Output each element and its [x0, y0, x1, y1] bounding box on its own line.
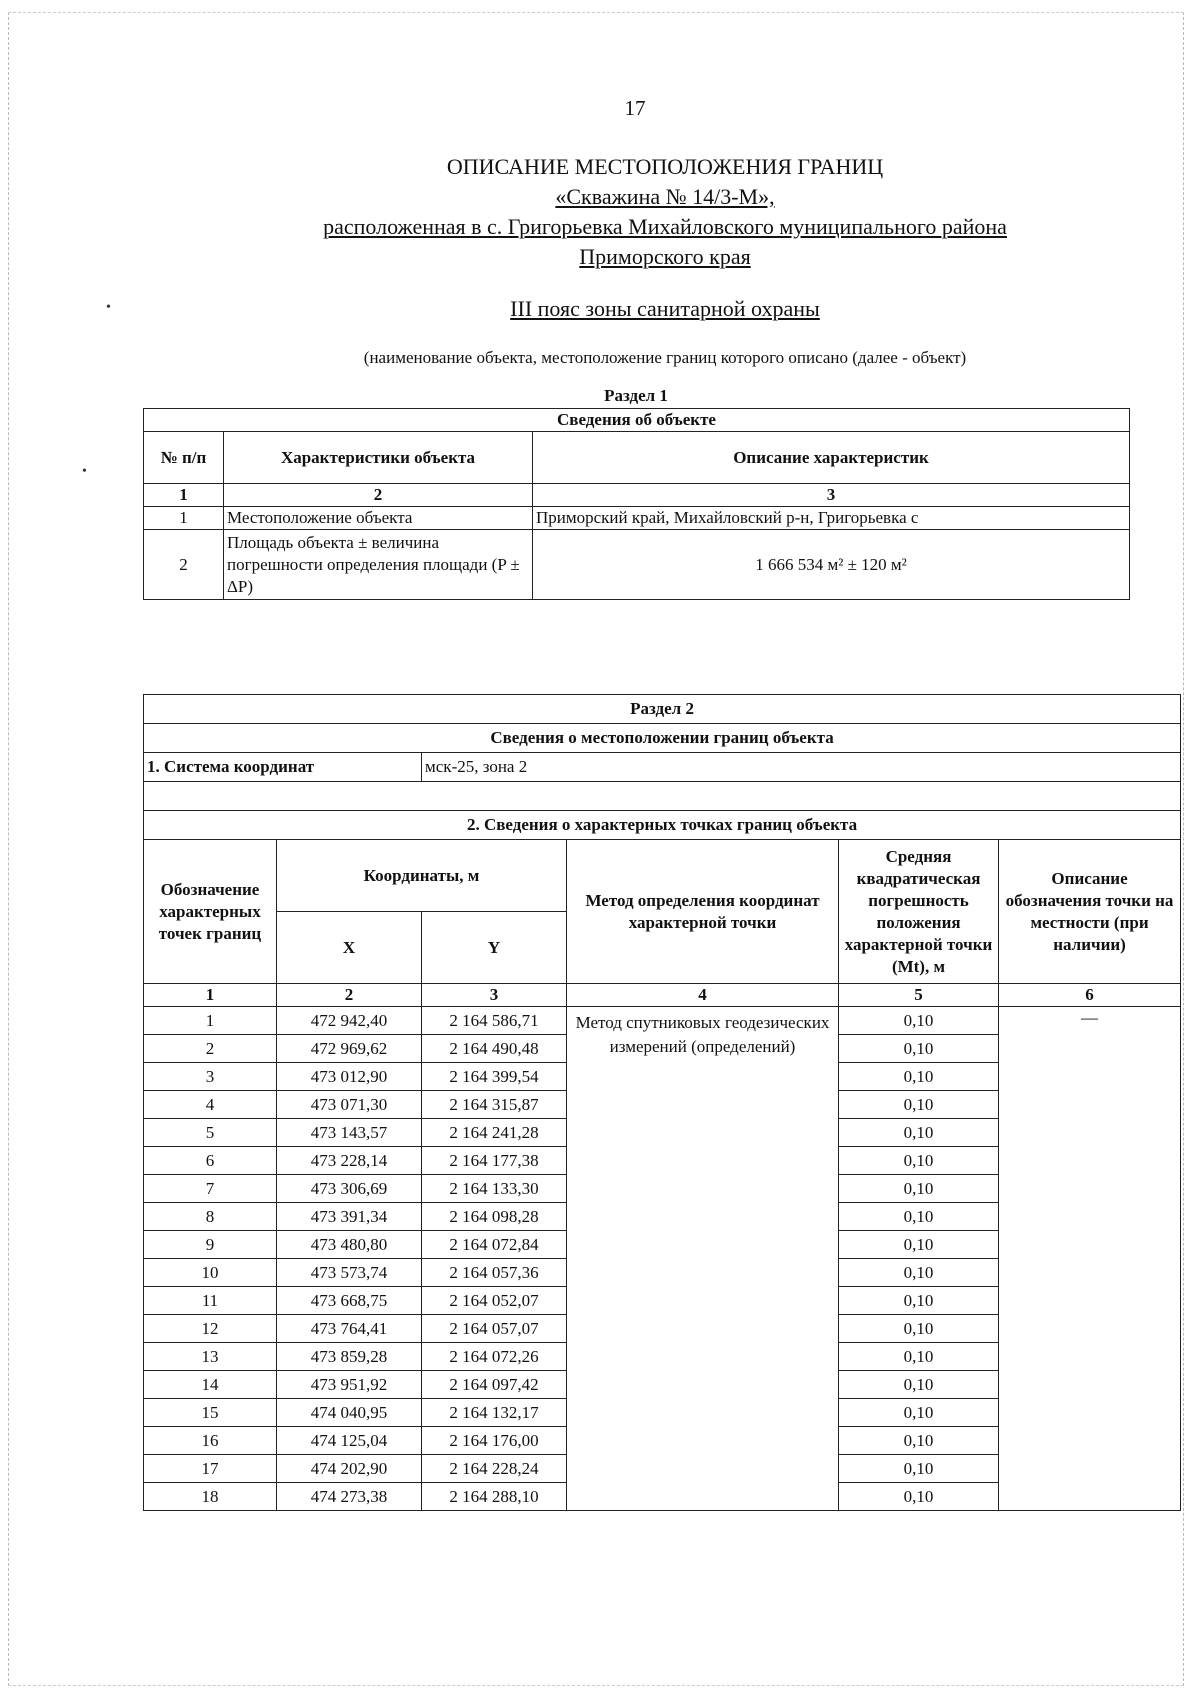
point-accuracy: 0,10 [839, 1287, 999, 1315]
row-value: 1 666 534 м² ± 120 м² [533, 530, 1130, 600]
col-number: 1 [144, 984, 277, 1007]
scan-dot: • [82, 464, 87, 479]
point-x: 474 273,38 [277, 1483, 422, 1511]
point-accuracy: 0,10 [839, 1483, 999, 1511]
table-row [144, 1007, 1181, 1035]
point-x: 473 573,74 [277, 1259, 422, 1287]
table-row [144, 507, 1130, 530]
point-number: 2 [144, 1035, 277, 1063]
point-accuracy: 0,10 [839, 1315, 999, 1343]
section2-heading: Сведения о местоположении границ объекта [144, 724, 1181, 753]
section1-heading: Сведения об объекте [144, 409, 1130, 432]
point-accuracy: 0,10 [839, 1091, 999, 1119]
row-name: Местоположение объекта [224, 507, 533, 530]
row-num: 2 [144, 530, 224, 600]
point-number: 3 [144, 1063, 277, 1091]
point-x: 473 012,90 [277, 1063, 422, 1091]
col-number: 5 [839, 984, 999, 1007]
crs-label: 1. Система координат [144, 753, 422, 782]
point-number: 17 [144, 1455, 277, 1483]
col-header-description: Описание характеристик [533, 432, 1130, 484]
point-x: 473 143,57 [277, 1119, 422, 1147]
header-designation: Обозначение характерных точек границ [144, 840, 277, 984]
point-accuracy: 0,10 [839, 1399, 999, 1427]
col-number: 4 [567, 984, 839, 1007]
col-number: 6 [999, 984, 1181, 1007]
section2-caption: Раздел 2 [144, 695, 1181, 724]
point-accuracy: 0,10 [839, 1203, 999, 1231]
point-y: 2 164 057,07 [422, 1315, 567, 1343]
point-x: 472 942,40 [277, 1007, 422, 1035]
point-x: 473 859,28 [277, 1343, 422, 1371]
point-y: 2 164 098,28 [422, 1203, 567, 1231]
header-description: Описание обозначения точки на местности (при наличии) [999, 840, 1181, 984]
point-x: 474 202,90 [277, 1455, 422, 1483]
header-accuracy: Средняя квадратическая погрешность положения характерной точки (Mt), м [839, 840, 999, 984]
col-header-characteristic: Характеристики объекта [224, 432, 533, 484]
point-x: 473 306,69 [277, 1175, 422, 1203]
point-y: 2 164 288,10 [422, 1483, 567, 1511]
point-method: Метод спутниковых геодезических измерений (определений) [567, 1007, 839, 1511]
header-method: Метод определения координат характерной точки [567, 840, 839, 984]
crs-value: мск-25, зона 2 [422, 753, 1181, 782]
table-row [144, 530, 1130, 600]
point-number: 11 [144, 1287, 277, 1315]
zone-title: III пояс зоны санитарной охраны [510, 296, 820, 321]
row-name: Площадь объекта ± величина погрешности определения площади (P ± ΔP) [224, 530, 533, 600]
empty-row [144, 782, 1181, 811]
section1-caption: Раздел 1 [604, 386, 668, 405]
title-line-2: «Скважина № 14/3-М», [555, 184, 775, 209]
point-number: 1 [144, 1007, 277, 1035]
point-accuracy: 0,10 [839, 1175, 999, 1203]
point-x: 473 391,34 [277, 1203, 422, 1231]
col-number: 3 [422, 984, 567, 1007]
point-accuracy: 0,10 [839, 1035, 999, 1063]
point-x: 473 951,92 [277, 1371, 422, 1399]
point-y: 2 164 241,28 [422, 1119, 567, 1147]
scan-dot: • [106, 300, 111, 315]
point-y: 2 164 072,26 [422, 1343, 567, 1371]
section1-table [143, 408, 1130, 600]
col-number: 2 [224, 484, 533, 507]
point-x: 473 764,41 [277, 1315, 422, 1343]
point-accuracy: 0,10 [839, 1147, 999, 1175]
document-title [140, 152, 1190, 272]
point-x: 473 228,14 [277, 1147, 422, 1175]
point-accuracy: 0,10 [839, 1259, 999, 1287]
point-x: 474 125,04 [277, 1427, 422, 1455]
point-number: 13 [144, 1343, 277, 1371]
point-accuracy: 0,10 [839, 1343, 999, 1371]
section2-table [143, 694, 1181, 1511]
col-header-num: № п/п [144, 432, 224, 484]
point-y: 2 164 097,42 [422, 1371, 567, 1399]
point-y: 2 164 228,24 [422, 1455, 567, 1483]
page-number: 17 [624, 96, 646, 120]
point-x: 474 040,95 [277, 1399, 422, 1427]
point-number: 6 [144, 1147, 277, 1175]
point-number: 12 [144, 1315, 277, 1343]
point-number: 5 [144, 1119, 277, 1147]
point-accuracy: 0,10 [839, 1119, 999, 1147]
header-coords: Координаты, м [277, 840, 567, 912]
points-heading: 2. Сведения о характерных точках границ объекта [144, 811, 1181, 840]
point-number: 18 [144, 1483, 277, 1511]
point-y: 2 164 399,54 [422, 1063, 567, 1091]
point-number: 14 [144, 1371, 277, 1399]
point-y: 2 164 586,71 [422, 1007, 567, 1035]
col-number: 3 [533, 484, 1130, 507]
point-x: 473 668,75 [277, 1287, 422, 1315]
point-x: 472 969,62 [277, 1035, 422, 1063]
header-y: Y [422, 912, 567, 984]
col-number: 1 [144, 484, 224, 507]
point-y: 2 164 315,87 [422, 1091, 567, 1119]
point-y: 2 164 133,30 [422, 1175, 567, 1203]
point-y: 2 164 490,48 [422, 1035, 567, 1063]
point-accuracy: 0,10 [839, 1455, 999, 1483]
col-number: 2 [277, 984, 422, 1007]
row-num: 1 [144, 507, 224, 530]
point-accuracy: 0,10 [839, 1063, 999, 1091]
point-number: 16 [144, 1427, 277, 1455]
point-accuracy: 0,10 [839, 1427, 999, 1455]
point-number: 8 [144, 1203, 277, 1231]
point-x: 473 480,80 [277, 1231, 422, 1259]
point-y: 2 164 132,17 [422, 1399, 567, 1427]
row-value: Приморский край, Михайловский р-н, Григорьевка с [533, 507, 1130, 530]
point-accuracy: 0,10 [839, 1371, 999, 1399]
point-number: 10 [144, 1259, 277, 1287]
title-line-4: Приморского края [579, 244, 751, 269]
header-x: X [277, 912, 422, 984]
point-number: 4 [144, 1091, 277, 1119]
point-description: — [999, 1007, 1181, 1511]
title-line-1: ОПИСАНИЕ МЕСТОПОЛОЖЕНИЯ ГРАНИЦ [446, 154, 884, 179]
point-number: 7 [144, 1175, 277, 1203]
point-y: 2 164 072,84 [422, 1231, 567, 1259]
point-number: 15 [144, 1399, 277, 1427]
point-y: 2 164 177,38 [422, 1147, 567, 1175]
point-number: 9 [144, 1231, 277, 1259]
point-accuracy: 0,10 [839, 1007, 999, 1035]
point-accuracy: 0,10 [839, 1231, 999, 1259]
title-line-3: расположенная в с. Григорьевка Михайловского муниципального района [323, 214, 1007, 239]
point-x: 473 071,30 [277, 1091, 422, 1119]
object-note: (наименование объекта, местоположение границ которого описано (далее - объект) [363, 348, 967, 367]
point-y: 2 164 052,07 [422, 1287, 567, 1315]
point-y: 2 164 057,36 [422, 1259, 567, 1287]
point-y: 2 164 176,00 [422, 1427, 567, 1455]
